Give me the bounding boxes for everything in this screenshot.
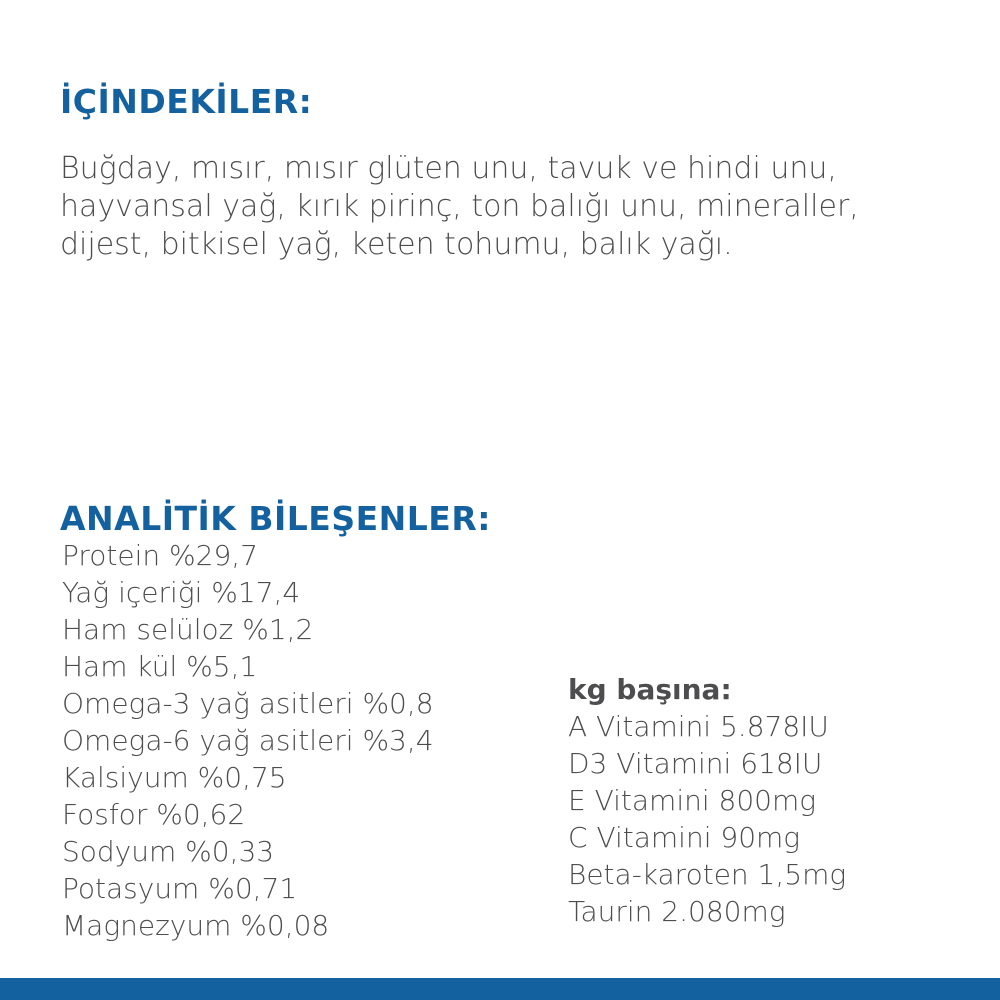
- list-item: E Vitamini 800mg: [568, 783, 817, 817]
- list-item: C Vitamini 90mg: [568, 820, 801, 854]
- analytical-constituents-heading: ANALİTİK BİLEŞENLER:: [60, 499, 491, 539]
- list-item: Magnezyum %0,08: [62, 908, 330, 942]
- footer-accent-bar: [0, 978, 1000, 1000]
- vitamins-per-kg-heading: kg başına:: [568, 673, 732, 706]
- list-item: Kalsiyum %0,75: [62, 760, 287, 794]
- list-item: D3 Vitamini 618IU: [568, 746, 823, 780]
- list-item: Yağ içeriği %17,4: [62, 575, 301, 609]
- ingredients-heading: İÇİNDEKİLER:: [60, 82, 313, 122]
- analytical-constituents-list: [62, 538, 562, 944]
- list-item: Ham selüloz %1,2: [62, 612, 314, 646]
- list-item: Taurin 2.080mg: [568, 894, 786, 928]
- list-item: Omega-6 yağ asitleri %3,4: [62, 723, 434, 757]
- list-item: Protein %29,7: [62, 539, 258, 572]
- list-item: Sodyum %0,33: [62, 834, 275, 868]
- list-item: Potasyum %0,71: [62, 871, 298, 905]
- list-item: Omega-3 yağ asitleri %0,8: [62, 686, 434, 720]
- vitamins-per-kg-list: [568, 672, 968, 931]
- ingredients-paragraph: Buğday, mısır, mısır glüten unu, tavuk ve hindi unu, hayvansal yağ, kırık pirinç, ton balığı unu, mineraller, dijest, bitkisel yağ, keten tohumu, balık yağı.: [60, 151, 859, 263]
- list-item: A Vitamini 5.878IU: [568, 709, 829, 743]
- list-item: Beta-karoten 1,5mg: [568, 857, 847, 891]
- list-item: Ham kül %5,1: [62, 649, 258, 683]
- list-item: Fosfor %0,62: [62, 797, 246, 831]
